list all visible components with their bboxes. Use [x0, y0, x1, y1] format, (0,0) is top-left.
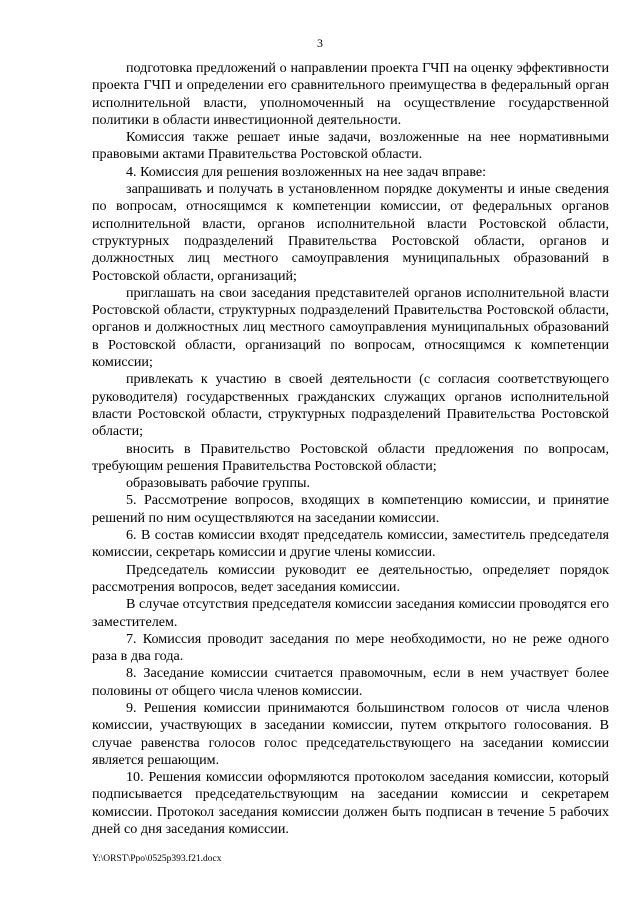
paragraph-5: приглашать на свои заседания представителей органов исполнительной власти Ростовской области, структурных подразделений Правительства Ростовской области, органов и должностных лиц местного самоуправления муниципальных образований в Ростовской области, организаций по вопросам, относящимся к компетенции комиссии; [92, 284, 609, 371]
paragraph-1: подготовка предложений о направлении проекта ГЧП на оценку эффективности проекта ГЧП и определении его сравнительного преимущества в федеральный орган исполнительной власти, уполномоченный на осуществление государственной политики в области инвестиционной деятельности. [92, 60, 609, 128]
paragraph-8: образовывать рабочие группы. [126, 475, 310, 492]
paragraph-14: 8. Заседание комиссии считается правомочным, если в нем участвует более половины от общего числа членов комиссии. [92, 665, 609, 699]
paragraph-4: запрашивать и получать в установленном порядке документы и иные сведения по вопросам, относящимся к компетенции комиссии, от федеральных органов исполнительной власти, органов исполнительной власти Ростовской области, структурных подразделений Правительства Ростовской области, органов и должностных лиц местного самоуправления муниципальных образований в Ростовской области, организаций; [92, 181, 609, 284]
paragraph-2: Комиссия также решает иные задачи, возложенные на нее нормативными правовыми актами Правительства Ростовской области. [92, 129, 609, 163]
paragraph-7: вносить в Правительство Ростовской области предложения по вопросам, требующим решения Правительства Ростовской области; [92, 440, 609, 474]
paragraph-3: 4. Комиссия для решения возложенных на нее задач вправе: [126, 163, 487, 180]
paragraph-15: 9. Решения комиссии принимаются большинством голосов от числа членов комиссии, участвующих в заседании комиссии, путем открытого голосования. В случае равенства голосов голос председательствующего на заседании комиссии является решающим. [92, 699, 609, 768]
paragraph-11: Председатель комиссии руководит ее деятельностью, определяет порядок рассмотрения вопросов, ведет заседания комиссии. [92, 561, 609, 595]
paragraph-10: 6. В состав комиссии входят председатель комиссии, заместитель председателя комиссии, секретарь комиссии и другие члены комиссии. [92, 527, 609, 561]
paragraph-13: 7. Комиссия проводит заседания по мере необходимости, но не реже одного раза в два года. [92, 630, 609, 665]
file-path-footer: Y:\ORST\Ppo\0525p393.f21.docx [92, 854, 222, 864]
paragraph-6: привлекать к участию в своей деятельности (с согласия соответствующего руководителя) государственных гражданских служащих органов исполнительной власти Ростовской области, структурных подразделений Правительства Ростовской области; [92, 371, 609, 440]
paragraph-16: 10. Решения комиссии оформляются протоколом заседания комиссии, который подписывается председательствующим на заседании комиссии и секретарем комиссии. Протокол заседания комиссии должен быть подписан в течение 5 рабочих дней со дня заседания комиссии. [92, 769, 609, 838]
page-number: 3 [317, 36, 323, 50]
paragraph-9: 5. Рассмотрение вопросов, входящих в компетенцию комиссии, и принятие решений по ним осуществляются на заседании комиссии. [92, 492, 609, 526]
paragraph-12: В случае отсутствия председателя комиссии заседания комиссии проводятся его заместителем. [92, 596, 609, 630]
document-body [92, 60, 609, 838]
